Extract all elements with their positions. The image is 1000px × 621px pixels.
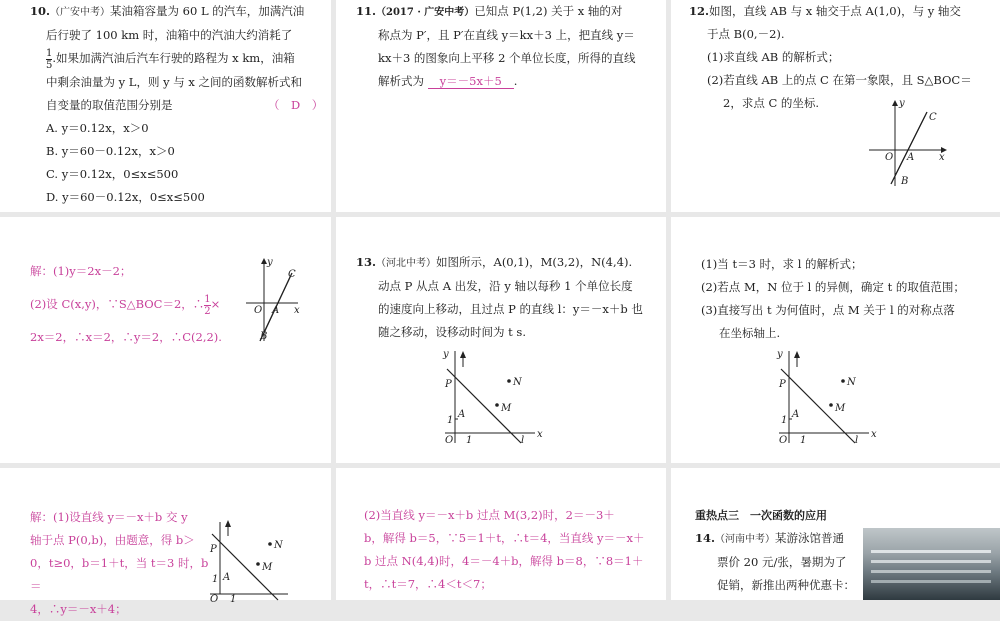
- question-13-panel: [336, 217, 666, 463]
- option-c: C. y＝0.12x，0≤x≤500: [46, 166, 179, 181]
- point-n-label: N: [513, 377, 522, 388]
- point-b-label: B: [260, 331, 268, 342]
- question-11-text: 11.（2017 · 广安中考）已知点 P(1,2) 关于 x 轴的对 称点为 P′，且 P′在直线 y＝kx＋3 上，把直线 y＝ kx＋3 的图象向上平移 2 个单位长度，所得的直线 解析式为 y＝－5x＋5 .: [356, 4, 636, 88]
- point-a-label: A: [792, 409, 800, 420]
- q13b-coordinate-figure: [775, 347, 885, 447]
- point-p-label: P: [445, 379, 452, 390]
- point-a-label: A: [223, 572, 231, 583]
- point-m-label: M: [501, 403, 512, 414]
- question-13-text: 13.（河北中考）如图所示，A(0,1)，M(3,2)，N(4,4). 动点 P 从点 A 出发，沿 y 轴以每秒 1 个单位长度 的速度向上移动，且过点 P 的直线 l：y＝－x＋b 也 随之移动，设移动时间为 t s.: [356, 255, 643, 339]
- point-p-label: P: [210, 544, 217, 555]
- section-heading: 重热点三 一次函数的应用: [695, 509, 827, 522]
- point-p-label: P: [779, 379, 786, 390]
- question-14-text: 14.（河南中考）某游泳馆普通 票价 20 元/张，暑期为了 促销，新推出两种优惠卡：: [695, 531, 855, 592]
- answer-blank: y＝－5x＋5: [428, 74, 514, 89]
- answer-choice: （ D ）: [268, 97, 324, 112]
- point-n: [507, 379, 511, 383]
- point-m-label: M: [835, 403, 846, 414]
- point-m-label: M: [262, 562, 273, 573]
- x-label: x: [537, 429, 543, 440]
- option-b: B. y＝60－0.12x，x＞0: [46, 143, 175, 158]
- point-n: [841, 379, 845, 383]
- solution-13-part2-text: (2)当直线 y＝－x＋b 过点 M(3,2)时，2＝－3＋ b，解得 b＝5，∵5＝1＋t，∴t＝4，当直线 y＝－x＋ b 过点 N(4,4)时，4＝－4＋b，解得 b＝8，∵8＝1＋ t，∴t＝7，∴4＜t＜7；: [364, 508, 645, 591]
- question-12-panel: [671, 0, 1000, 212]
- point-n-label: N: [847, 377, 856, 388]
- point-m: [495, 403, 499, 407]
- question-13-parts-panel: [671, 217, 1000, 463]
- x-tick-1: 1: [466, 435, 473, 446]
- x-label: x: [871, 429, 877, 440]
- origin-label: O: [779, 435, 788, 446]
- fraction-one-half: $\frac{1}{2}$: [204, 293, 211, 317]
- point-m: [256, 562, 260, 566]
- point-b-label: B: [901, 176, 909, 187]
- sol13-coordinate-figure: [208, 520, 298, 605]
- point-a-label: A: [458, 409, 466, 420]
- up-arrow-head: [460, 351, 466, 358]
- x-tick-1: 1: [800, 435, 807, 446]
- y-tick-1: 1: [212, 574, 219, 585]
- swimming-pool-photo: [863, 528, 1000, 600]
- point-c-label: C: [929, 112, 937, 123]
- point-n: [268, 542, 272, 546]
- origin-label: O: [885, 152, 894, 163]
- solution-13-part1-panel: [0, 468, 331, 616]
- q13-coordinate-figure: [441, 347, 551, 447]
- y-axis-arrow: [892, 100, 898, 106]
- x-label: x: [939, 152, 945, 163]
- q12-coordinate-figure: [861, 98, 951, 188]
- point-n-label: N: [274, 540, 283, 551]
- sol12-coordinate-figure: [240, 257, 320, 347]
- point-m: [829, 403, 833, 407]
- x-tick-1: 1: [230, 594, 237, 605]
- question-12-text: 12.如图，直线 AB 与 x 轴交于点 A(1,0)，与 y 轴交 于点 B(0,－2). (1)求直线 AB 的解析式； (2)若直线 AB 上的点 C 在第一象限，且 S△BOC＝ 2，求点 C 的坐标.: [689, 4, 972, 110]
- line-l-label: l: [855, 435, 859, 446]
- point-c-label: C: [288, 269, 296, 280]
- solution-12-text: 解：(1)y＝2x－2； (2)设 C(x,y)，∵S△BOC＝2，∴ $\frac{1}{2}$ × 2x＝2，∴x＝2，∴y＝2，∴C(2,2).: [30, 264, 222, 344]
- y-label: y: [777, 349, 783, 360]
- origin-label: O: [254, 305, 263, 316]
- question-10-text: 10.（广安中考）某油箱容量为 60 L 的汽车，加满汽油 后行驶了 100 km 时，油箱中的汽油大约消耗了 $\frac{1}{5}$ .如果加满汽油后汽车行驶的路程为 x km，油箱 中剩余油量为 y L，则 y 与 x 之间的函数解析式和 自变量的取值范围分别是 （ D ） A. y＝0.12x，x＞0 B. y＝60－0.12x，x＞0 C. y＝0.12x，0≤x≤500 D. y＝60－0.12x，0≤x≤500: [30, 0, 325, 209]
- solution-13-part2-panel: [336, 468, 666, 600]
- origin-label: O: [210, 594, 219, 605]
- origin-label: O: [445, 435, 454, 446]
- point-a-label: A: [272, 305, 280, 316]
- point-a-label: A: [907, 152, 915, 163]
- y-label: y: [899, 98, 905, 109]
- y-label: y: [443, 349, 449, 360]
- x-label: x: [294, 305, 300, 316]
- y-tick-1: 1: [781, 415, 788, 426]
- question-11-panel: [336, 0, 666, 212]
- fraction-one-fifth: $\frac{1}{5}$: [46, 47, 53, 71]
- y-label: y: [267, 257, 273, 268]
- option-d: D. y＝60－0.12x，0≤x≤500: [46, 189, 205, 204]
- solution-12-panel: [0, 217, 331, 463]
- question-14-panel: [671, 468, 1000, 600]
- option-a: A. y＝0.12x，x＞0: [46, 120, 149, 135]
- up-arrow-head: [225, 520, 231, 527]
- line-l-label: l: [521, 435, 525, 446]
- question-10-panel: [0, 0, 331, 212]
- solution-13-part1-text: 解：(1)设直线 y＝－x＋b 交 y 轴于点 P(0,b)，由题意，得 b＞ 0，t≥0，b＝1＋t，当 t＝3 时，b＝ 4，∴y＝－x＋4；: [30, 510, 209, 616]
- y-tick-1: 1: [447, 415, 454, 426]
- question-13-parts-text: (1)当 t＝3 时，求 l 的解析式； (2)若点 M，N 位于 l 的异侧，确定 t 的取值范围； (3)直接写出 t 为何值时，点 M 关于 l 的对称点落 在坐标轴上.: [701, 257, 965, 340]
- up-arrow-head: [794, 351, 800, 358]
- segment-bc: [895, 116, 925, 176]
